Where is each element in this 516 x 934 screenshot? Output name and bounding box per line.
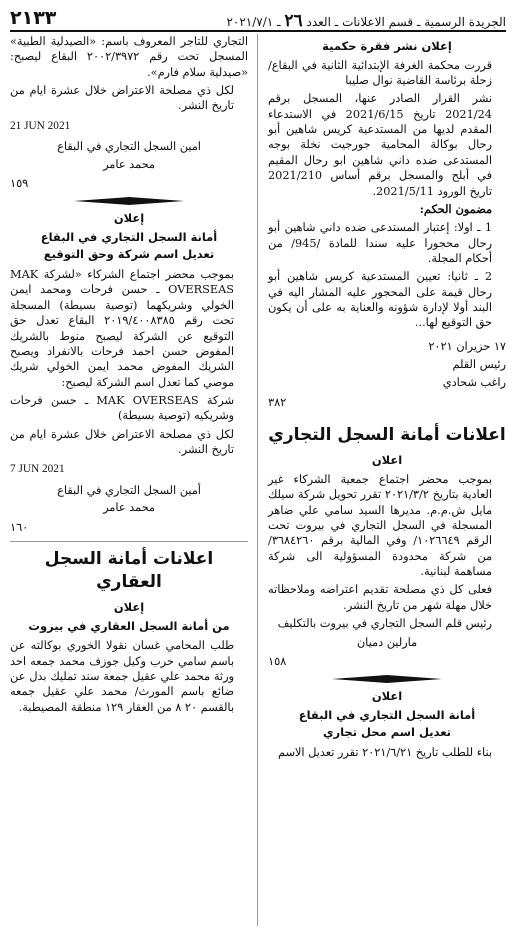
notice-paragraph: قررت محكمة الغرفة الإبتدائية الثانية في البقاع/ زحلة برئاسة القاضية نوال صليبا [268,58,492,87]
signature-name: محمد عامر [103,157,155,171]
signature-title: امين السجل التجاري في البقاع [57,140,201,154]
notice-paragraph: لكل ذي مصلحة الاعتراض خلال عشرة ايام من تاريخ النشر. [10,427,234,457]
notice-subtitle: تعديل اسم محل تجاري [322,725,452,740]
notice-title: اعلان [371,453,403,468]
notice-paragraph: التجاري للتاجر المعروف باسم: «الصيدلية الطبية» المسجل تحت رقم ٢٠٠٢/٣٩٧٢ البقاع ليصبح: «صيدلية سلام فارم». [10,35,248,79]
notice-number: ١٥٨ [268,654,287,668]
notice-number: ١٦٠ [10,520,29,534]
header-rule [10,30,506,32]
section-title: اعلانات أمانة السجل العقاري [44,548,214,592]
section-divider [10,541,248,542]
notice-paragraph: بناء للطلب تاريخ ٢٠٢١/٦/٢١ تقرر تعديل الاسم [277,746,492,760]
notice-date: 21 JUN 2021 [10,119,71,132]
divider-ornament [10,197,248,205]
notice-number: ١٥٩ [10,176,29,190]
signature-title: رئيس القلم [452,358,506,372]
notice-date: 7 JUN 2021 [10,463,65,476]
notice-subtitle: أمانة السجل التجاري في البقاع [298,707,476,722]
notice-date: ١٧ حزيران ٢٠٢١ [428,339,506,353]
notice-title: اعلان [371,689,403,704]
left-column [10,34,248,718]
notice-paragraph: 2 ـ ثانيا: تعيين المستدعية كريس شاهين أبو رحال قيمة على المحجور عليه المشار اليه في البند أولا لإدارة شؤونه والعناية به على أن يكون حق التوقيع لها... [268,270,492,330]
notice-paragraph: مضمون الحكم: [419,201,492,216]
notice-paragraph: طلب المحامي غسان نقولا الخوري بوكالته عن باسم سامي حرب وكيل جوزف محمد جمعه احد ورثة محمد علي عقيل جمعة سند تمليك بدل عن ضائع باسم المورث/ محمد علي عقيل جمعه بالقسم ٢٠ ٨ من العقار ١٢٩ منطقة المصيطبة. [10,639,234,714]
signature-title: رئيس قلم السجل التجاري في بيروت بالتكليف [277,617,492,631]
signature-title: أمين السجل التجاري في البقاع [57,483,201,497]
column-divider [257,34,258,926]
header-date: ـ ٢٠٢١/٧/١ [226,15,281,29]
publication-name: الجريدة الرسمية ـ قسم الاعلانات ـ العدد [306,15,506,29]
section-title: اعلانات أمانة السجل التجاري [268,425,506,446]
notice-paragraph: فعلى كل ذي مصلحة تقديم اعتراضه وملاحظاته خلال مهلة شهر من تاريخ النشر. [268,583,492,612]
signature-name: محمد عامر [103,501,155,515]
page-header [10,7,506,31]
notice-subtitle: تعديل اسم شركة وحق التوقيع [43,247,215,262]
notice-subtitle: من أمانة السجل العقاري في بيروت [28,618,230,633]
notice-paragraph: بموجب محضر اجتماع جمعية الشركاء غير العادية بتاريخ ٢٠٢١/٣/٢ تقرر تحويل شركة سيلك مايل ش.م.م. مديرها السيد سامي علي ضاهر المسجلة في السجل التجاري في بيروت تحت الرقم ١٠٢٦٦٤٩/ وفي المالية برقم ٣٦٨٤٢٦٠/ من شركة محدودة المسؤولية الى شركة مساهمة لبنانية. [268,472,492,579]
notice-paragraph: لكل ذي مصلحة الاعتراض خلال عشرة ايام من تاريخ النشر. [10,84,234,113]
divider-ornament [268,675,506,683]
signature-name: مارلين دميان [356,635,418,649]
notice-paragraph: 1 ـ اولا: إعتبار المستدعى ضده داني شاهين أبو رحال محجورا عليه سندا للمادة /945/ من أحكام المجلة. [268,221,492,265]
notice-paragraph: بموجب محضر اجتماع الشركاء «لشركة MAK OVERSEAS ـ حسن فرحات ومحمد ايمن الخولي وشريكهما (توصية بسيطة) المسجلة تحت رقم ٢٠١٩/٤٠٠٨٣٨٥ البقاع تعدل حق التوقيع عن الشركة ليصبح منوط بالشريك المفوض حسن احمد فرحات بالانفراد ويصبح الشريك المفوض محمد ايمن الخولي شريك موصي كما تعدل اسم الشركة ليصبح: [10,268,234,389]
notice-title: إعلان [113,211,145,226]
notice-title: إعلان [113,600,145,615]
notice-number: ٣٨٢ [268,395,287,409]
right-column [268,34,506,763]
issue-number: ٢٦ [284,11,303,31]
notice-paragraph: نشر القرار الصادر عنها، المسجل برقم 2021/24 تاريخ 2021/6/15 في الاستدعاء المقدم لديها من المستدعية كريس شاهين أبو رحال بوكالة المحامية جورجيت نخلة بوجه المستدعى ضده داني شاهين ابو رحال المقيم في أبلح والمسجل برقم أساس 2021/210 تاريخ الورود 2021/5/11. [268,92,492,198]
page-number: ٢١٣٣ [10,7,57,29]
notice-paragraph: شركة MAK OVERSEAS ـ حسن فرحات وشريكيه (توصية بسيطة) [10,393,234,423]
notice-title: إعلان نشر فقرة حكمية [322,39,452,53]
signature-name: راغب شحادي [442,376,506,390]
notice-subtitle: أمانة السجل التجاري في البقاع [40,229,218,244]
